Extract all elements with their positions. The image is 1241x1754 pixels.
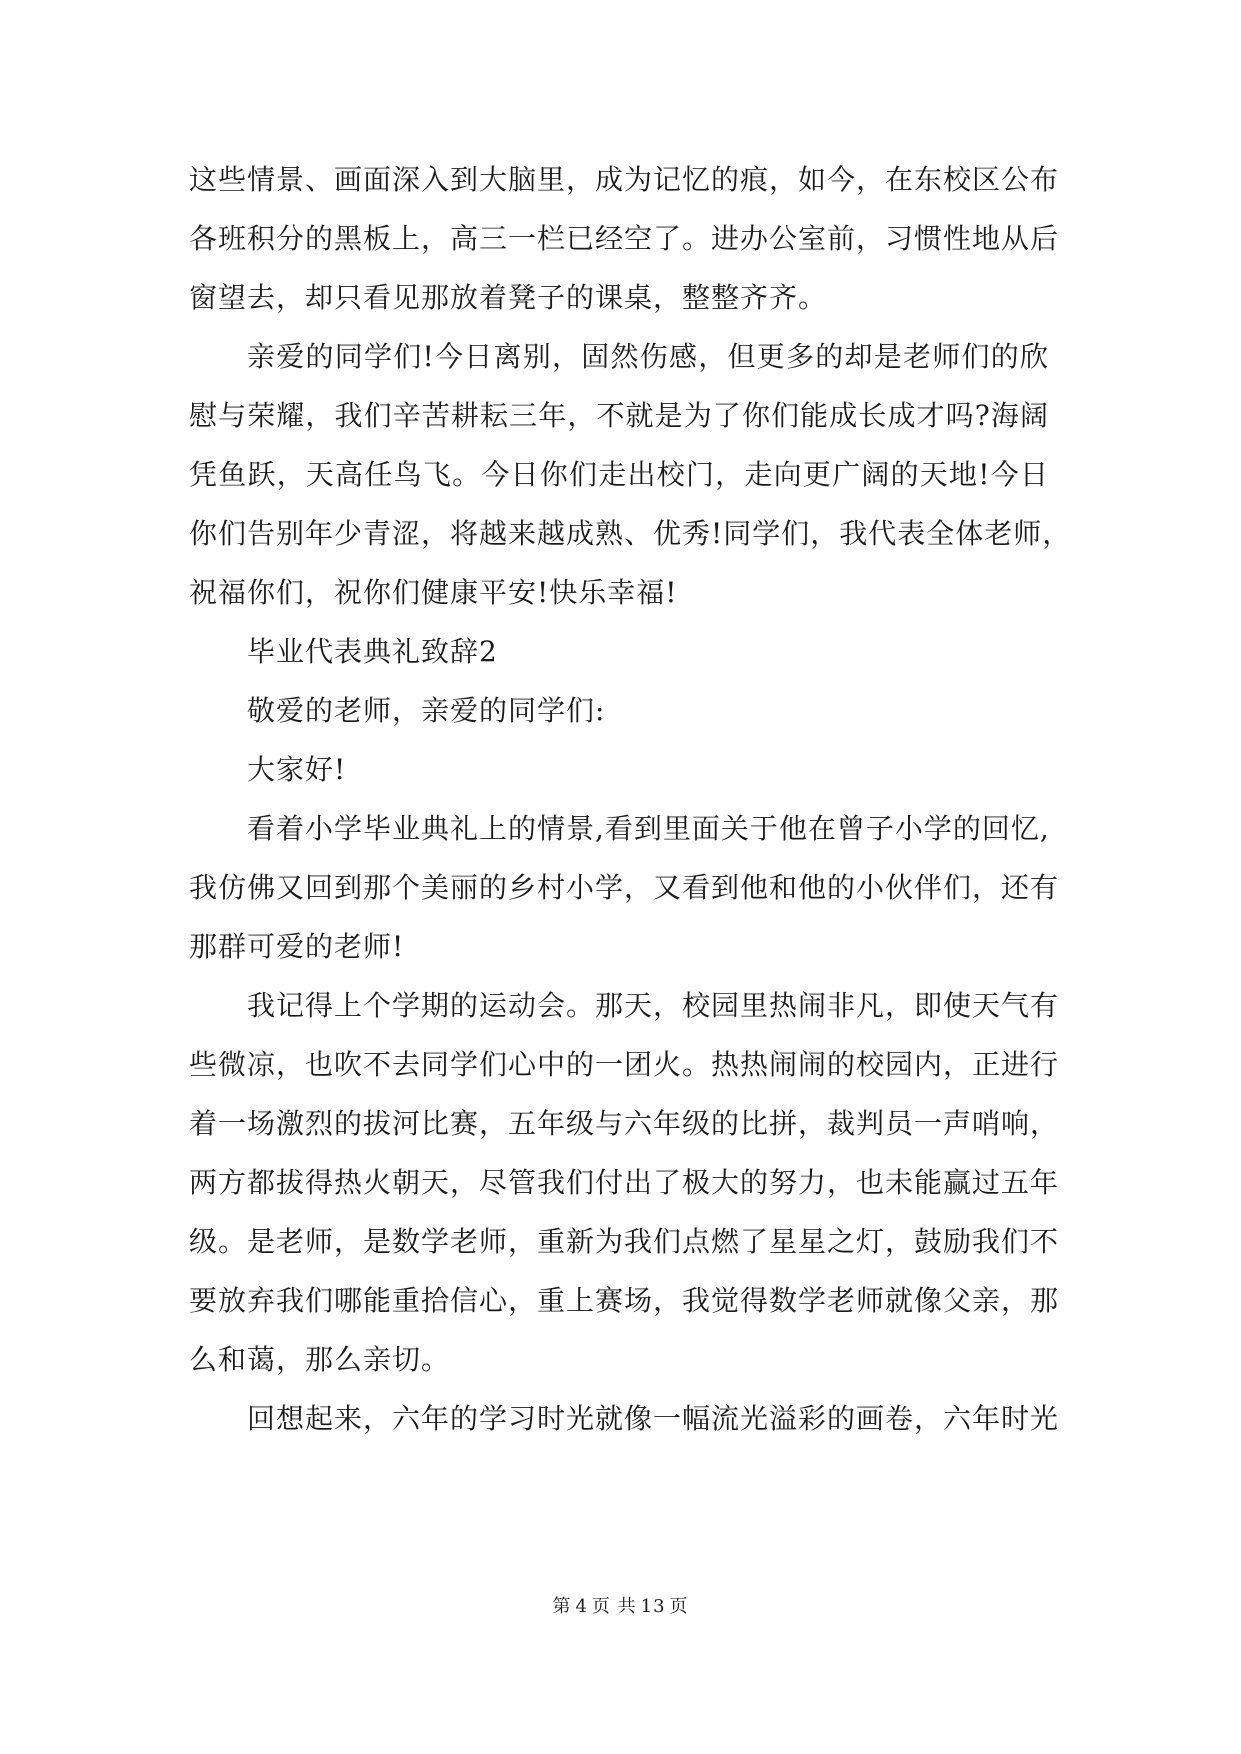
text-line: 各班积分的黑板上，高三一栏已经空了。进办公室前，习惯性地从后 bbox=[189, 222, 1060, 255]
text-line: 慰与荣耀，我们辛苦耕耘三年，不就是为了你们能成长成才吗?海阔 bbox=[189, 399, 1049, 432]
text-line: 凭鱼跃，天高任鸟飞。今日你们走出校门，走向更广阔的天地!今日 bbox=[189, 458, 1049, 491]
text-line: 你们告别年少青涩，将越来越成熟、优秀!同学们，我代表全体老师， bbox=[189, 517, 1072, 550]
page-number-prefix: 第 bbox=[552, 1596, 572, 1617]
text-line: 我仿佛又回到那个美丽的乡村小学，又看到他和他的小伙伴们，还有 bbox=[189, 871, 1060, 904]
section-title: 毕业代表典礼致辞2 bbox=[247, 635, 498, 668]
text-line: 祝福你们，祝你们健康平安!快乐幸福! bbox=[189, 576, 678, 609]
page-number-mid: 页 共 bbox=[591, 1596, 637, 1617]
text-line: 回想起来，六年的学习时光就像一幅流光溢彩的画卷，六年时光 bbox=[247, 1402, 1060, 1435]
page-number-suffix: 页 bbox=[669, 1596, 689, 1617]
page-footer bbox=[0, 1592, 1241, 1618]
text-line: 级。是老师，是数学老师，重新为我们点燃了星星之灯，鼓励我们不 bbox=[189, 1225, 1060, 1258]
text-line: 亲爱的同学们!今日离别，固然伤感，但更多的却是老师们的欣 bbox=[247, 340, 1049, 373]
text-line: 着一场激烈的拔河比赛，五年级与六年级的比拼，裁判员一声哨响， bbox=[189, 1107, 1060, 1140]
greeting: 大家好! bbox=[247, 753, 347, 786]
text-line: 要放弃我们哪能重拾信心，重上赛场，我觉得数学老师就像父亲，那 bbox=[189, 1284, 1060, 1317]
page-number-current: 4 bbox=[575, 1596, 588, 1617]
text-line: 那群可爱的老师! bbox=[189, 930, 405, 963]
page-number-total: 13 bbox=[640, 1596, 666, 1617]
text-line: 窗望去，却只看见那放着凳子的课桌，整整齐齐。 bbox=[189, 281, 828, 314]
text-line: 些微凉，也吹不去同学们心中的一团火。热热闹闹的校园内，正进行 bbox=[189, 1048, 1060, 1081]
text-line: 这些情景、画面深入到大脑里，成为记忆的痕，如今，在东校区公布 bbox=[189, 163, 1060, 196]
text-line: 看着小学毕业典礼上的情景,看到里面关于他在曾子小学的回忆, bbox=[247, 812, 1050, 845]
text-line: 两方都拔得热火朝天，尽管我们付出了极大的努力，也未能赢过五年 bbox=[189, 1166, 1060, 1199]
text-line: 么和蔼，那么亲切。 bbox=[189, 1343, 451, 1376]
document-body bbox=[189, 150, 1072, 1448]
text-line: 我记得上个学期的运动会。那天，校园里热闹非凡，即使天气有 bbox=[247, 989, 1060, 1022]
salutation: 敬爱的老师，亲爱的同学们: bbox=[247, 694, 606, 727]
